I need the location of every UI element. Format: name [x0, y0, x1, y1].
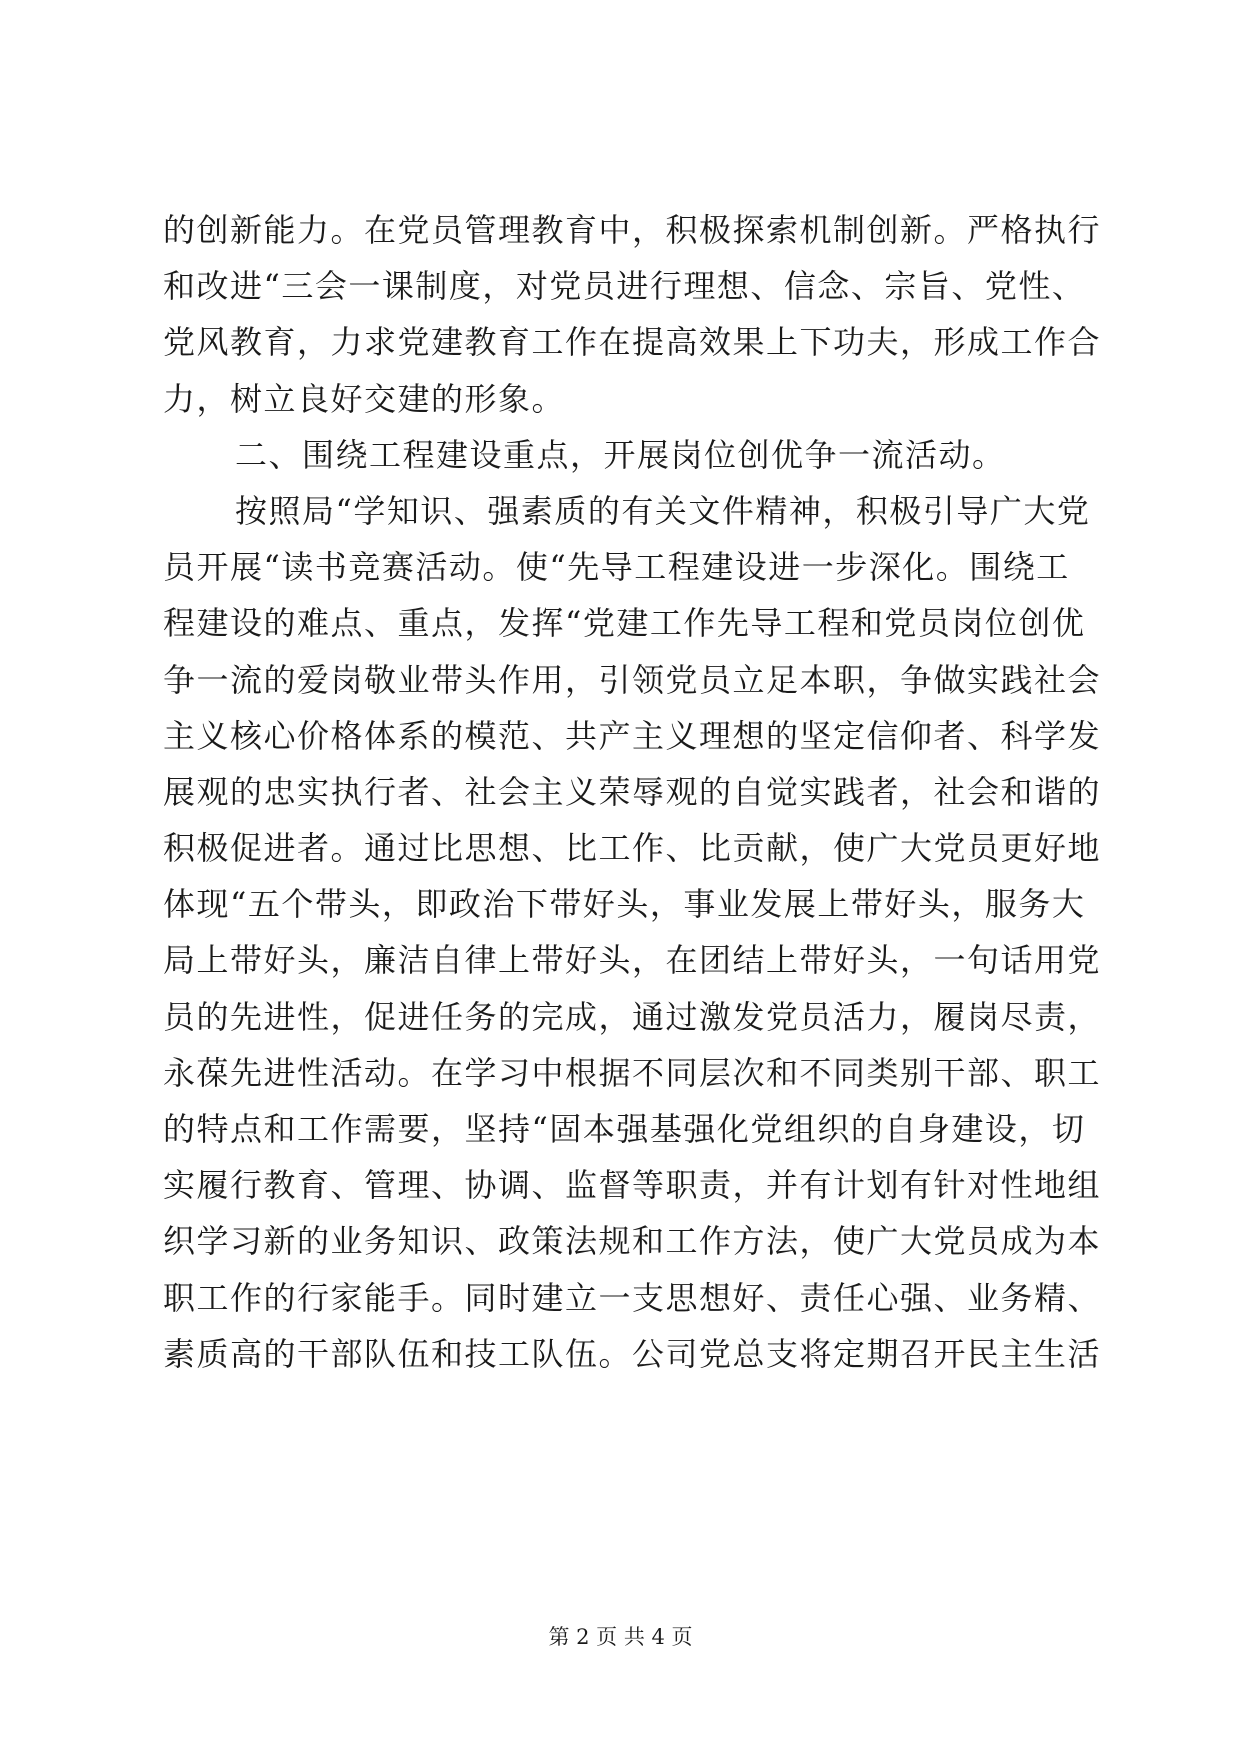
body-text [163, 202, 1102, 1382]
text-line: 实履行教育、管理、协调、监督等职责，并有计划有针对性地组 [163, 1166, 1102, 1205]
text-line: 主义核心价格体系的模范、共产主义理想的坚定信仰者、科学发 [163, 716, 1102, 755]
text-line: 展观的忠实执行者、社会主义荣辱观的自觉实践者，社会和谐的 [163, 772, 1102, 811]
text-line: 和改进“三会一课制度，对党员进行理想、信念、宗旨、党性、 [163, 267, 1086, 306]
text-line: 员开展“读书竞赛活动。使“先导工程建设进一步深化。围绕工 [163, 548, 1070, 587]
text-line: 积极促进者。通过比思想、比工作、比贡献，使广大党员更好地 [163, 829, 1102, 868]
text-line: 二、围绕工程建设重点，开展岗位创优争一流活动。 [235, 435, 1006, 474]
text-line: 职工作的行家能手。同时建立一支思想好、责任心强、业务精、 [163, 1278, 1102, 1317]
text-line: 员的先进性，促进任务的完成，通过激发党员活力，履岗尽责， [163, 997, 1102, 1036]
text-line: 体现“五个带头，即政治下带好头，事业发展上带好头，服务大 [163, 885, 1086, 924]
text-line: 素质高的干部队伍和技工队伍。公司党总支将定期召开民主生活 [163, 1334, 1102, 1373]
text-line: 按照局“学知识、强素质的有关文件精神，积极引导广大党 [235, 491, 1091, 530]
text-line: 力，树立良好交建的形象。 [163, 379, 566, 418]
text-line: 局上带好头，廉洁自律上带好头，在团结上带好头，一句话用党 [163, 941, 1102, 980]
text-line: 程建设的难点、重点，发挥“党建工作先导工程和党员岗位创优 [163, 604, 1086, 643]
text-line: 的创新能力。在党员管理教育中，积极探索机制创新。严格执行 [163, 211, 1102, 249]
text-line: 党风教育，力求党建教育工作在提高效果上下功夫，形成工作合 [163, 323, 1102, 362]
page-footer: 第 2 页 共 4 页 [548, 1625, 693, 1649]
text-line: 织学习新的业务知识、政策法规和工作方法，使广大党员成为本 [163, 1222, 1102, 1261]
text-line: 永葆先进性活动。在学习中根据不同层次和不同类别干部、职工 [163, 1053, 1102, 1092]
text-line: 争一流的爱岗敬业带头作用，引领党员立足本职，争做实践社会 [163, 660, 1102, 699]
text-line: 的特点和工作需要，坚持“固本强基强化党组织的自身建设，切 [163, 1110, 1086, 1148]
